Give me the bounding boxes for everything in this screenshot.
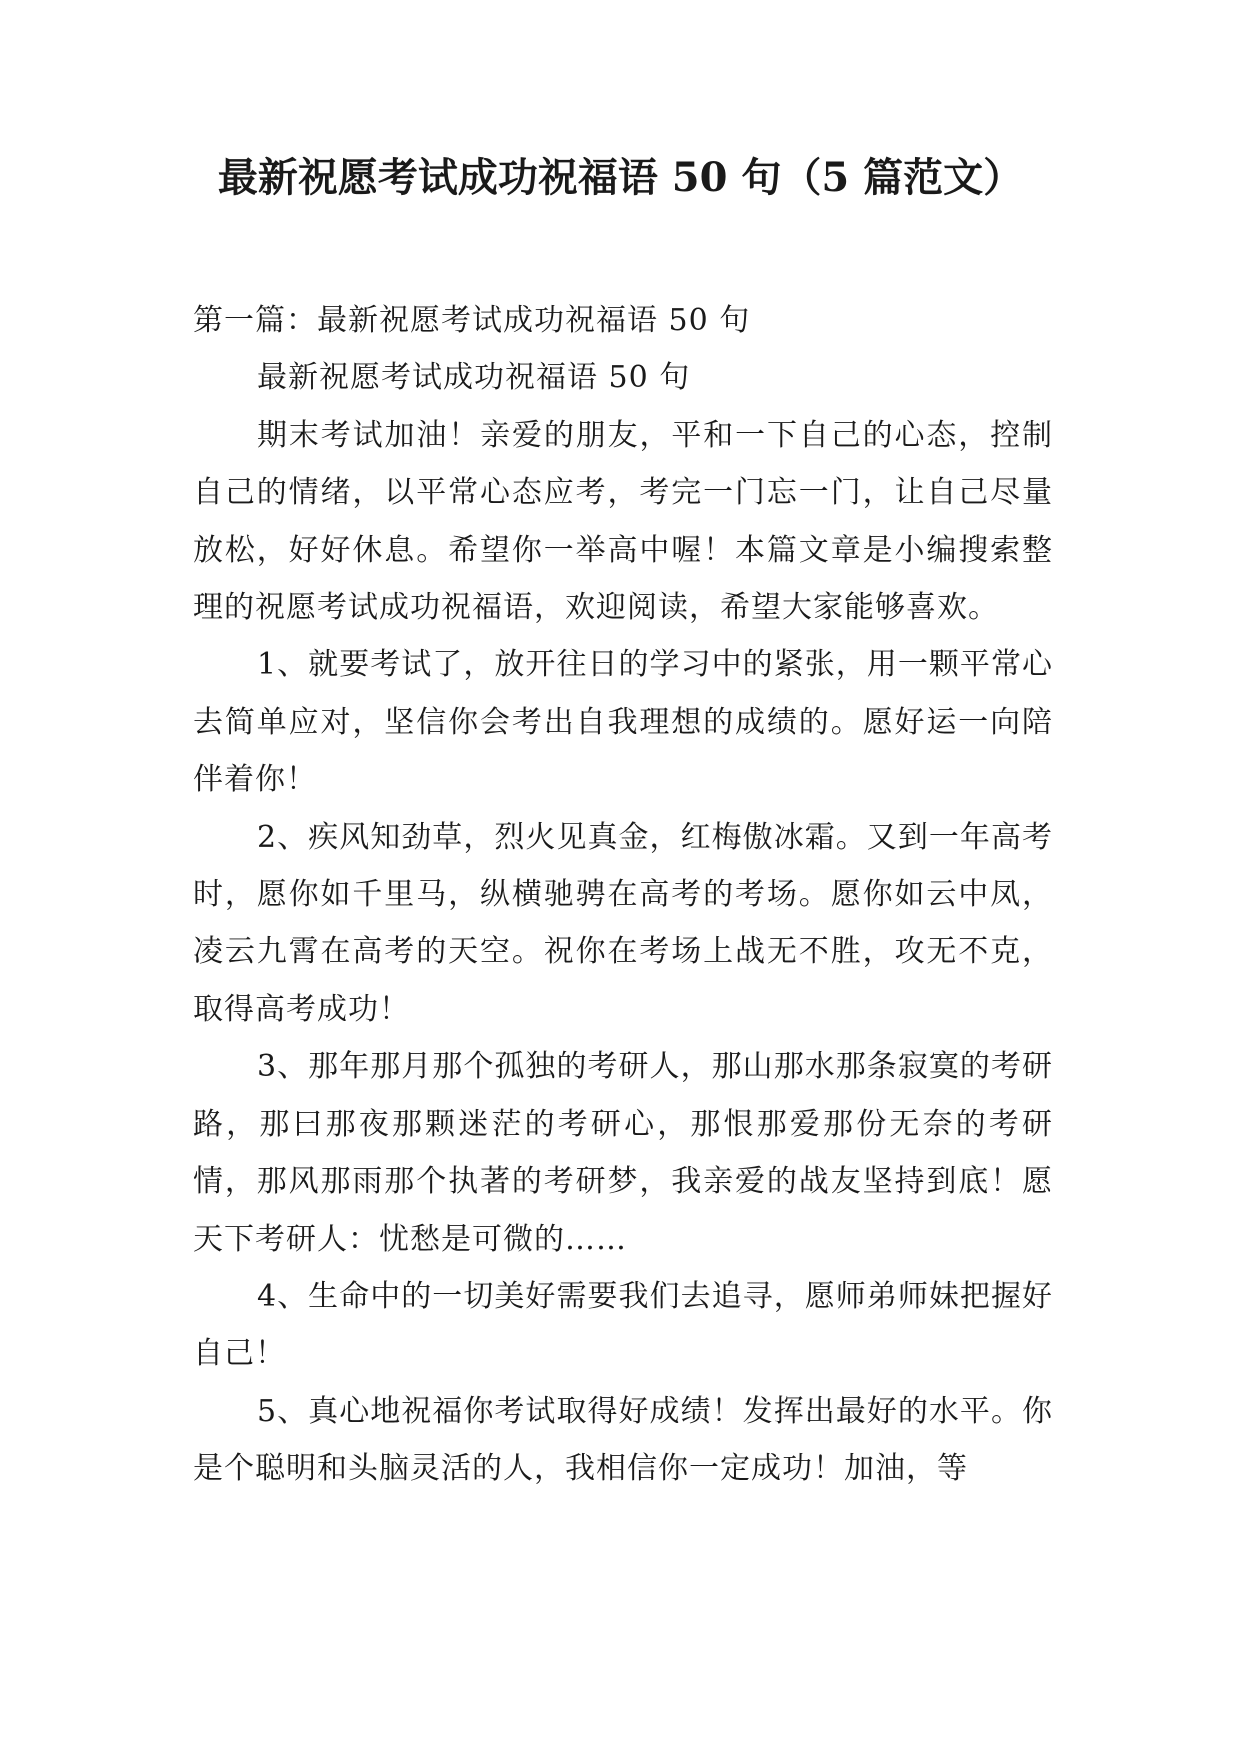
article-subtitle: 最新祝愿考试成功祝福语 50 句 <box>257 360 691 396</box>
wish-item: 5、真心地祝福你考试取得好成绩！发挥出最好的水平。你是个聪明和头脑灵活的人，我相信你一定成功！加油，等 <box>193 1393 1053 1487</box>
section-heading: 第一篇：最新祝愿考试成功祝福语 50 句 <box>193 303 751 338</box>
wish-item: 2、疾风知劲草，烈火见真金，红梅傲冰霜。又到一年高考时，愿你如千里马，纵横驰骋在高考的考场。愿你如云中凤，凌云九霄在高考的天空。祝你在考场上战无不胜，攻无不克，取得高考成功！ <box>193 819 1053 1027</box>
intro-paragraph: 期末考试加油！亲爱的朋友，平和一下自己的心态，控制自己的情绪，以平常心态应考，考完一门忘一门，让自己尽量放松，好好休息。希望你一举高中喔！本篇文章是小编搜索整理的祝愿考试成功祝福语，欢迎阅读，希望大家能够喜欢。 <box>193 417 1053 626</box>
document-body <box>193 292 1053 1498</box>
wish-item: 4、生命中的一切美好需要我们去追寻，愿师弟师妹把握好自己！ <box>193 1278 1053 1372</box>
wish-item: 3、那年那月那个孤独的考研人，那山那水那条寂寞的考研路，那曰那夜那颗迷茫的考研心，那恨那爱那份无奈的考研情，那风那雨那个执著的考研梦，我亲爱的战友坚持到底！愿天下考研人：忧愁是可微的…… <box>193 1049 1053 1257</box>
wish-item: 1、就要考试了，放开往日的学习中的紧张，用一颗平常心去简单应对，坚信你会考出自我理想的成绩的。愿好运一向陪伴着你！ <box>193 647 1053 798</box>
document-title: 最新祝愿考试成功祝福语 50 句（5 篇范文） <box>217 154 1024 201</box>
